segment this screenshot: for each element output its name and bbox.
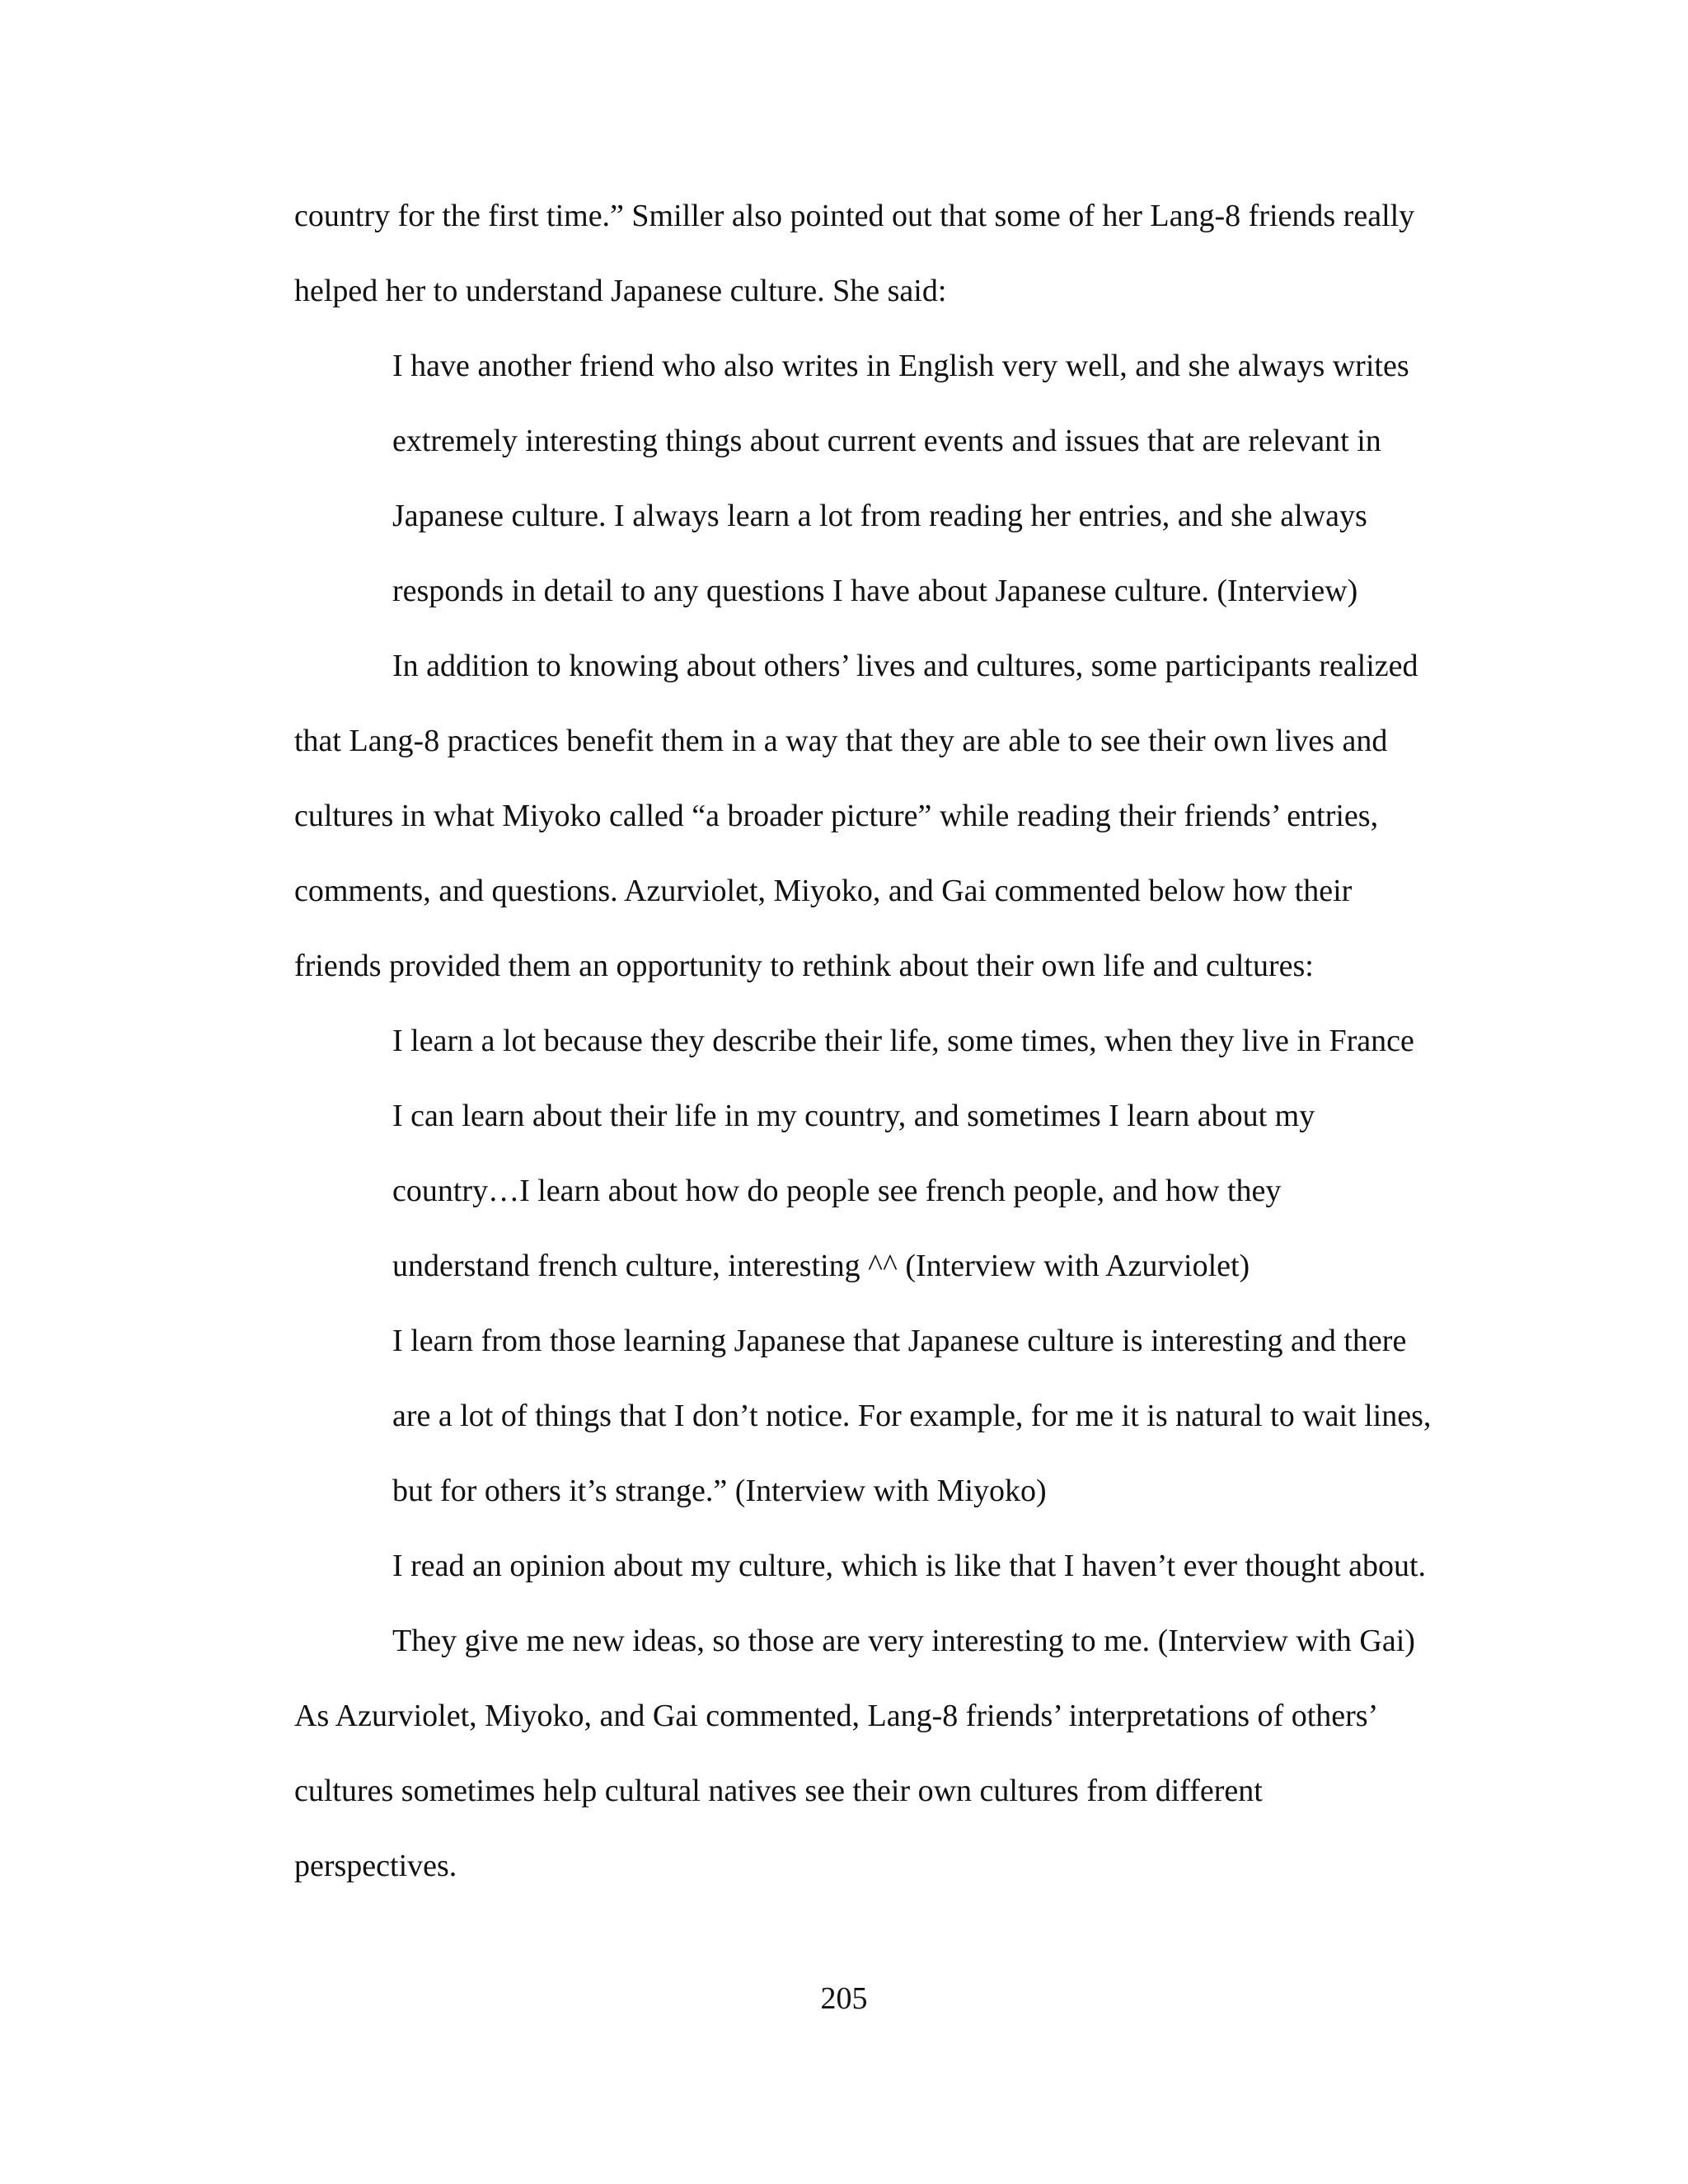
body-text-line: helped her to understand Japanese culture. She said: [294, 274, 947, 308]
block-quote-line: I can learn about their life in my country, and sometimes I learn about my [392, 1099, 1315, 1133]
block-quote-line: but for others it’s strange.” (Interview with Miyoko) [392, 1474, 1047, 1508]
body-text-line: comments, and questions. Azurviolet, Miyoko, and Gai commented below how their [294, 874, 1353, 908]
block-quote-line: country…I learn about how do people see french people, and how they [392, 1174, 1282, 1208]
block-quote-line: Japanese culture. I always learn a lot from reading her entries, and she always [392, 499, 1367, 533]
body-text-line: cultures in what Miyoko called “a broader picture” while reading their friends’ entries, [294, 799, 1379, 833]
block-quote-line: I have another friend who also writes in English very well, and she always writes [392, 349, 1409, 383]
block-quote-line: I learn a lot because they describe their life, some times, when they live in France [392, 1024, 1414, 1058]
body-text-line: cultures sometimes help cultural natives see their own cultures from different [294, 1774, 1263, 1808]
paragraph-first-line: In addition to knowing about others’ lives and cultures, some participants realized [392, 649, 1418, 683]
block-quote-line: I read an opinion about my culture, which is like that I haven’t ever thought about. [392, 1549, 1427, 1583]
body-text-line: friends provided them an opportunity to rethink about their own life and cultures: [294, 949, 1314, 983]
body-text-line: As Azurviolet, Miyoko, and Gai commented, Lang-8 friends’ interpretations of others’ [294, 1699, 1379, 1733]
block-quote-line: extremely interesting things about current events and issues that are relevant in [392, 424, 1381, 458]
body-text-line: that Lang-8 practices benefit them in a way that they are able to see their own lives and [294, 724, 1388, 758]
block-quote-line: They give me new ideas, so those are very interesting to me. (Interview with Gai) [392, 1624, 1415, 1658]
block-quote-line: responds in detail to any questions I have about Japanese culture. (Interview) [392, 574, 1358, 608]
block-quote-line: I learn from those learning Japanese that Japanese culture is interesting and there [392, 1324, 1407, 1358]
block-quote-line: understand french culture, interesting ^^ (Interview with Azurviolet) [392, 1249, 1250, 1283]
block-quote-line: are a lot of things that I don’t notice. For example, for me it is natural to wait lines, [392, 1399, 1432, 1433]
page-number: 205 [820, 1981, 868, 2016]
body-text-line: country for the first time.” Smiller also pointed out that some of her Lang-8 friends really [294, 199, 1415, 233]
body-text-line: perspectives. [294, 1849, 457, 1883]
